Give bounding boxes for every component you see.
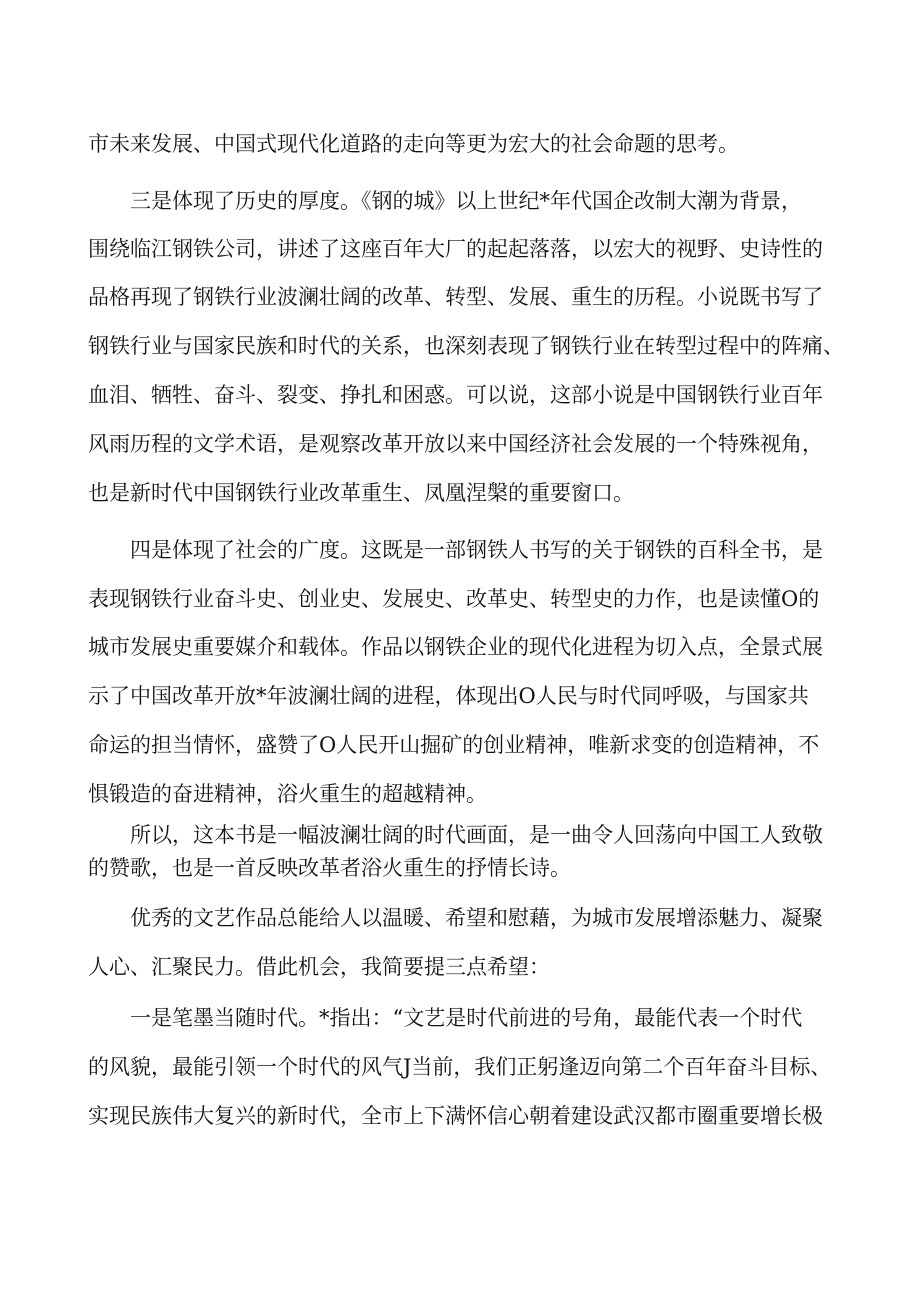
text-line: 四是体现了社会的广度。这既是一部钢铁人书写的关于钢铁的百科全书，是 xyxy=(130,538,823,562)
text-line: 的赞歌，也是一首反映改革者浴火重生的抒情长诗。 xyxy=(88,856,571,880)
text-line: 一是笔墨当随时代。*指出：“文艺是时代前进的号角，最能代表一个时代 xyxy=(130,1006,803,1030)
text-line: 血泪、牺牲、奋斗、裂变、挣扎和困惑。可以说，这部小说是中国钢铁行业百年 xyxy=(88,383,823,407)
text-line: 三是体现了历史的厚度。《钢的城》以上世纪*年代国企改制大潮为背景， xyxy=(130,189,802,213)
text-line: 钢铁行业与国家民族和时代的关系，也深刻表现了钢铁行业在转型过程中的阵痛、 xyxy=(88,334,844,358)
text-line: 惧锻造的奋进精神，浴火重生的超越精神。 xyxy=(88,782,487,806)
text-line: 实现民族伟大复兴的新时代，全市上下满怀信心朝着建设武汉都市圈重要增长极 xyxy=(88,1104,823,1128)
text-line: 表现钢铁行业奋斗史、创业史、发展史、改革史、转型史的力作，也是读懂O的 xyxy=(88,587,820,611)
text-line: 的风貌，最能引领一个时代的风气J当前，我们正躬逢迈向第二个百年奋斗目标、 xyxy=(88,1055,832,1079)
text-line: 围绕临江钢铁公司，讲述了这座百年大厂的起起落落，以宏大的视野、史诗性的 xyxy=(88,237,823,261)
text-line: 所以，这本书是一幅波澜壮阔的时代画面，是一曲令人回荡向中国工人致敬 xyxy=(130,823,823,847)
text-line: 示了中国改革开放*年波澜壮阔的进程，体现出O人民与时代同呼吸，与国家共 xyxy=(88,684,809,708)
text-line: 风雨历程的文学术语，是观察改革开放以来中国经济社会发展的一个特殊视角， xyxy=(88,432,823,456)
text-line: 优秀的文艺作品总能给人以温暖、希望和慰藉，为城市发展增添魅力、凝聚 xyxy=(130,906,823,930)
text-line: 人心、汇聚民力。借此机会，我简要提三点希望： xyxy=(88,955,550,979)
text-line: 命运的担当情怀，盛赞了O人民开山掘矿的创业精神，唯新求变的创造精神，不 xyxy=(88,733,820,757)
text-line: 也是新时代中国钢铁行业改革重生、凤凰涅槃的重要窗口。 xyxy=(88,481,634,505)
text-line: 城市发展史重要媒介和载体。作品以钢铁企业的现代化进程为切入点，全景式展 xyxy=(88,635,823,659)
text-line: 品格再现了钢铁行业波澜壮阔的改革、转型、发展、重生的历程。小说既书写了 xyxy=(88,285,823,309)
text-line: 市未来发展、中国式现代化道路的走向等更为宏大的社会命题的思考。 xyxy=(88,132,739,156)
